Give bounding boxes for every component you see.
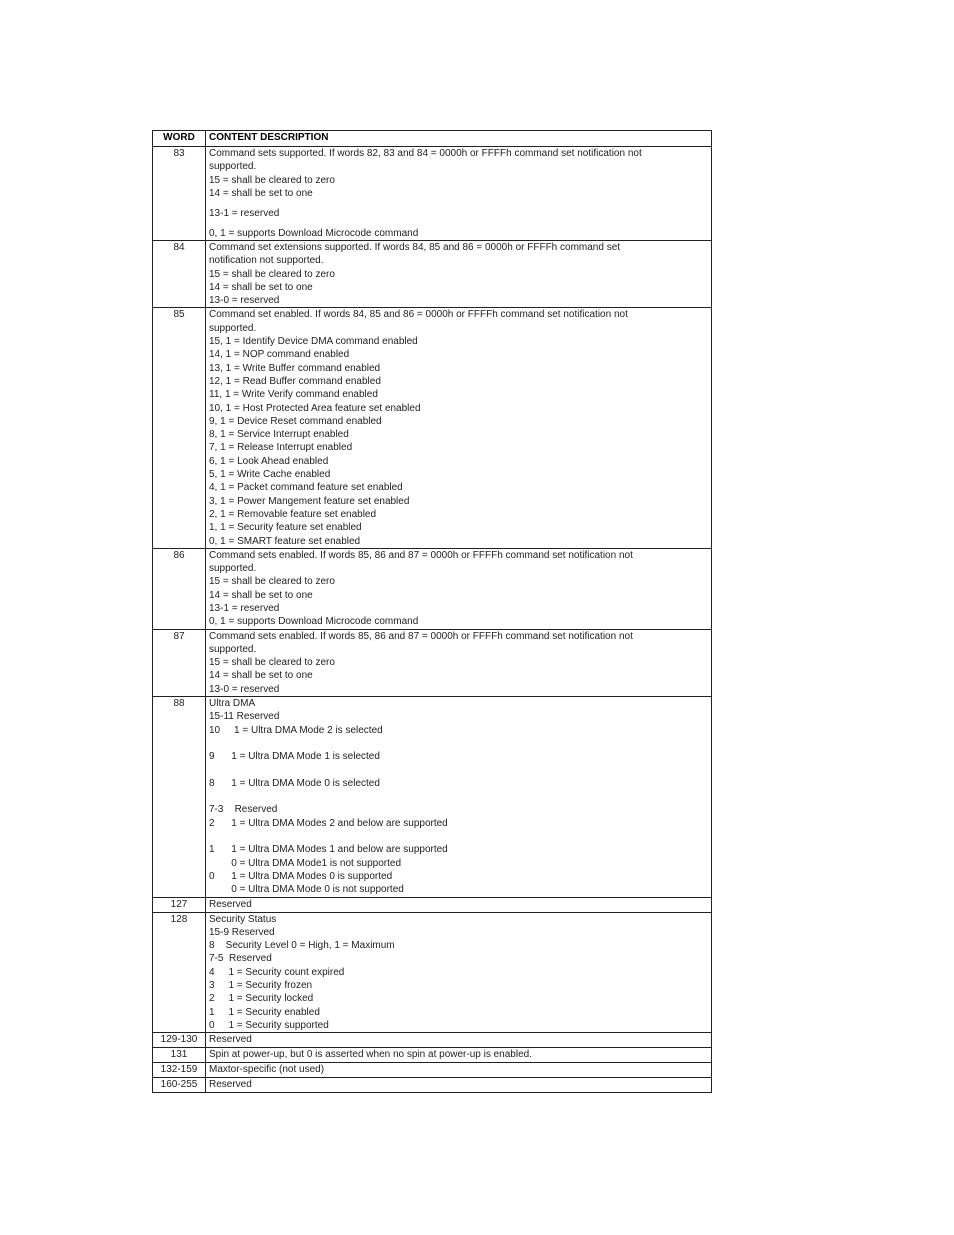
table-row [153,147,712,241]
description-line [209,737,708,750]
spacer [209,220,708,227]
description-line: supported. [209,161,257,173]
description-line: 3, 1 = Power Mangement feature set enabled [209,495,410,507]
description-line: 0, 1 = supports Download Microcode command [209,616,419,628]
table-row [153,548,712,629]
description-line: 8, 1 = Service Interrupt enabled [209,429,349,441]
description-line: 5, 1 = Write Cache enabled [209,469,331,481]
description-line: 0, 1 = supports Download Microcode command [209,227,419,239]
description-line: 1 1 = Security enabled [209,1006,320,1018]
description-line [209,764,708,777]
content-description-cell [206,1078,712,1093]
description-line: 9, 1 = Device Reset command enabled [209,415,382,427]
description-line: Command sets supported. If words 82, 83 and 84 = 0000h or FFFFh command set notification not [209,148,642,159]
spacer [209,200,708,207]
description-line: 2 1 = Ultra DMA Modes 2 and below are supported [209,817,448,829]
description-line: supported. [209,643,257,655]
description-line: 0 1 = Ultra DMA Modes 0 is supported [209,870,393,882]
word-cell: 160-255 [153,1078,206,1093]
description-line: 11, 1 = Write Verify command enabled [209,389,378,401]
description-line: 8 Security Level 0 = High, 1 = Maximum [209,940,395,952]
table-row [153,629,712,696]
table-row [153,308,712,548]
table-row [153,1033,712,1048]
description-line: Command set extensions supported. If words 84, 85 and 86 = 0000h or FFFFh command set [209,241,621,253]
description-line: 0 1 = Security supported [209,1019,329,1031]
word-content-table [152,130,712,1093]
description-line: 15 = shall be cleared to zero [209,174,335,186]
word-cell: 132-159 [153,1063,206,1078]
description-line: Command sets enabled. If words 85, 86 and 87 = 0000h or FFFFh command set notification not [209,549,633,561]
description-line: notification not supported. [209,255,324,267]
description-line: 14, 1 = NOP command enabled [209,349,350,361]
word-cell: 131 [153,1048,206,1063]
description-line: Command sets enabled. If words 85, 86 and 87 = 0000h or FFFFh command set notification not [209,630,633,642]
content-description-cell [206,897,712,912]
description-line: Maxtor-specific (not used) [209,1064,325,1076]
content-description-cell [206,697,712,897]
description-line: supported. [209,563,257,575]
description-line: 15 = shall be cleared to zero [209,268,335,280]
description-line: 14 = shall be set to one [209,670,313,682]
description-line: 7, 1 = Release Interrupt enabled [209,442,353,454]
description-line [209,790,708,803]
description-line: Spin at power-up, but 0 is asserted when no spin at power-up is enabled. [209,1049,532,1061]
word-cell: 86 [153,548,206,629]
description-line: 2 1 = Security locked [209,993,314,1005]
description-line: 14 = shall be set to one [209,187,313,199]
description-line: Ultra DMA [209,698,256,710]
description-line [209,830,708,843]
table-row [153,912,712,1033]
table-body [153,147,712,1093]
content-description-cell [206,629,712,696]
description-line: 7-5 Reserved [209,953,272,965]
description-line: 4 1 = Security count expired [209,966,345,978]
description-line: 1, 1 = Security feature set enabled [209,522,362,534]
content-description-cell [206,912,712,1033]
word-cell: 85 [153,308,206,548]
description-line: 15-9 Reserved [209,926,275,938]
description-line: 13-0 = reserved [209,295,280,307]
description-line: 13, 1 = Write Buffer command enabled [209,362,381,374]
description-line: 2, 1 = Removable feature set enabled [209,508,377,520]
word-cell: 84 [153,240,206,307]
table-row [153,1048,712,1063]
description-line: 4, 1 = Packet command feature set enabled [209,482,403,494]
word-cell: 128 [153,912,206,1033]
description-line: 7-3 Reserved [209,804,278,816]
content-description-cell [206,548,712,629]
table-row [153,1063,712,1078]
description-line: 13-1 = reserved [209,207,280,219]
content-description-cell [206,1063,712,1078]
description-line: 3 1 = Security frozen [209,980,313,991]
content-description-cell [206,308,712,548]
content-description-cell [206,1033,712,1048]
description-line: 15, 1 = Identify Device DMA command enabled [209,336,418,348]
word-cell: 127 [153,897,206,912]
table-row [153,697,712,897]
word-column-header: WORD [153,131,206,147]
description-line: Reserved [209,1079,252,1091]
description-line: 14 = shall be set to one [209,589,313,601]
description-line: 13-0 = reserved [209,683,280,695]
word-cell: 87 [153,629,206,696]
description-line: 10 1 = Ultra DMA Mode 2 is selected [209,724,383,736]
table-row [153,240,712,307]
table-header-row [153,131,712,147]
content-description-cell [206,1048,712,1063]
word-cell: 88 [153,697,206,897]
description-line: 9 1 = Ultra DMA Mode 1 is selected [209,751,380,763]
word-cell: 129-130 [153,1033,206,1048]
description-line: 10, 1 = Host Protected Area feature set enabled [209,402,421,414]
description-line: 6, 1 = Look Ahead enabled [209,455,329,467]
description-line: 15 = shall be cleared to zero [209,657,335,669]
description-line: 1 1 = Ultra DMA Modes 1 and below are supported [209,844,448,856]
description-line: Reserved [209,898,252,910]
description-line: Security Status [209,913,277,925]
word-cell: 83 [153,147,206,241]
table-row [153,1078,712,1093]
description-line: 15-11 Reserved [209,711,280,723]
description-line: 0 = Ultra DMA Mode1 is not supported [209,857,402,869]
description-line: Reserved [209,1034,252,1046]
description-line: 0 = Ultra DMA Mode 0 is not supported [209,884,404,896]
description-line: 15 = shall be cleared to zero [209,576,335,588]
description-line: supported. [209,322,257,334]
table-row [153,897,712,912]
content-description-cell [206,240,712,307]
description-line: Command set enabled. If words 84, 85 and 86 = 0000h or FFFFh command set notification not [209,309,628,321]
description-line: 14 = shall be set to one [209,281,313,293]
description-line: 8 1 = Ultra DMA Mode 0 is selected [209,777,380,789]
description-line: 13-1 = reserved [209,602,280,614]
content-description-column-header: CONTENT DESCRIPTION [206,131,712,147]
content-description-cell [206,147,712,241]
description-line: 12, 1 = Read Buffer command enabled [209,375,381,387]
description-line: 0, 1 = SMART feature set enabled [209,535,361,547]
